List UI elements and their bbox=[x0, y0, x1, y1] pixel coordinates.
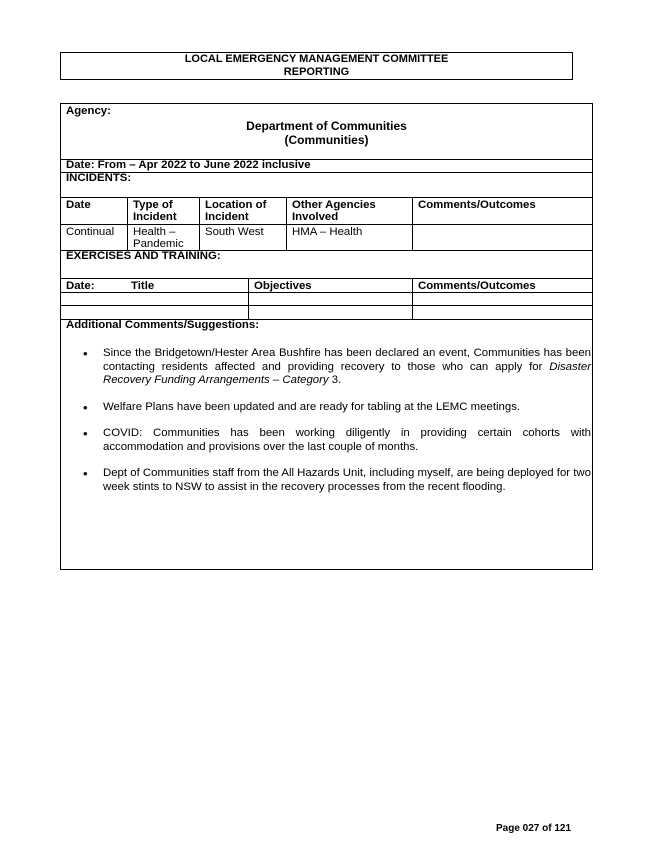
agency-name bbox=[61, 119, 592, 147]
incidents-col-comments: Comments/Outcomes bbox=[418, 199, 536, 211]
exercise-date-title bbox=[61, 293, 249, 305]
table-row bbox=[61, 293, 592, 306]
exercise-objectives bbox=[249, 293, 413, 305]
bullet-text: Since the Bridgetown/Hester Area Bushfire has been declared an event, Communities has been contacting residents affected and providing recovery to those who can apply for bbox=[103, 347, 591, 373]
exercise-comments bbox=[413, 306, 592, 319]
incident-location: South West bbox=[200, 225, 287, 250]
bullet-text: COVID: Communities has been working diligently in providing certain cohorts with accommodation and provisions over the last couple of months. bbox=[103, 427, 591, 453]
report-header bbox=[60, 52, 573, 80]
date-range-row bbox=[61, 160, 592, 173]
exercise-comments bbox=[413, 293, 592, 305]
page-number: Page 027 of 121 bbox=[496, 823, 572, 834]
exercises-col-date: Date: bbox=[66, 280, 95, 292]
exercises-col-comments: Comments/Outcomes bbox=[418, 280, 536, 292]
incident-date: Continual bbox=[61, 225, 128, 250]
header-title: LOCAL EMERGENCY MANAGEMENT COMMITTEE bbox=[184, 53, 449, 65]
agency-label: Agency: bbox=[66, 105, 111, 117]
table-row bbox=[61, 225, 592, 251]
agency-name-line2: (Communities) bbox=[284, 133, 369, 147]
incidents-heading: INCIDENTS: bbox=[66, 172, 132, 184]
list-item bbox=[83, 401, 591, 415]
bullet-tail: 3. bbox=[328, 374, 342, 386]
report-form bbox=[60, 103, 593, 570]
exercises-heading-row bbox=[61, 251, 592, 279]
exercises-heading: EXERCISES AND TRAINING: bbox=[66, 250, 221, 262]
incident-type: Health – Pandemic bbox=[128, 225, 200, 250]
incidents-header-row bbox=[61, 198, 592, 225]
list-item bbox=[83, 427, 591, 454]
agency-row bbox=[61, 104, 592, 160]
bullet-text: Dept of Communities staff from the All Hazards Unit, including myself, are being deployed for two week stints to NSW to assist in the recovery processes from the recent flooding. bbox=[103, 467, 591, 493]
exercises-col-title: Title bbox=[131, 280, 155, 292]
table-row bbox=[61, 306, 592, 320]
exercise-objectives bbox=[249, 306, 413, 319]
date-range: Date: From – Apr 2022 to June 2022 inclusive bbox=[66, 159, 311, 171]
incidents-col-location: Location of Incident bbox=[200, 198, 287, 224]
incidents-heading-row bbox=[61, 173, 592, 198]
bullet-italic: Disaster Recovery Funding Arrangements – Category bbox=[103, 360, 591, 386]
incident-agencies: HMA – Health bbox=[287, 225, 413, 250]
exercise-date-title bbox=[61, 306, 249, 319]
incidents-col-agencies: Other Agencies Involved bbox=[287, 198, 413, 224]
incident-comments bbox=[413, 225, 592, 250]
exercises-col-date-title bbox=[61, 279, 249, 292]
incidents-col-date: Date bbox=[61, 198, 128, 224]
incidents-col-type: Type of Incident bbox=[128, 198, 200, 224]
exercises-col-objectives: Objectives bbox=[249, 279, 413, 292]
header-subtitle: REPORTING bbox=[283, 66, 350, 78]
bullet-text: Welfare Plans have been updated and are ready for tabling at the LEMC meetings. bbox=[103, 400, 521, 413]
additional-heading: Additional Comments/Suggestions: bbox=[66, 319, 260, 331]
list-item bbox=[83, 347, 591, 388]
comments-list bbox=[83, 347, 591, 507]
exercises-header-row bbox=[61, 279, 592, 293]
agency-name-line1: Department of Communities bbox=[246, 119, 407, 133]
list-item bbox=[83, 467, 591, 494]
